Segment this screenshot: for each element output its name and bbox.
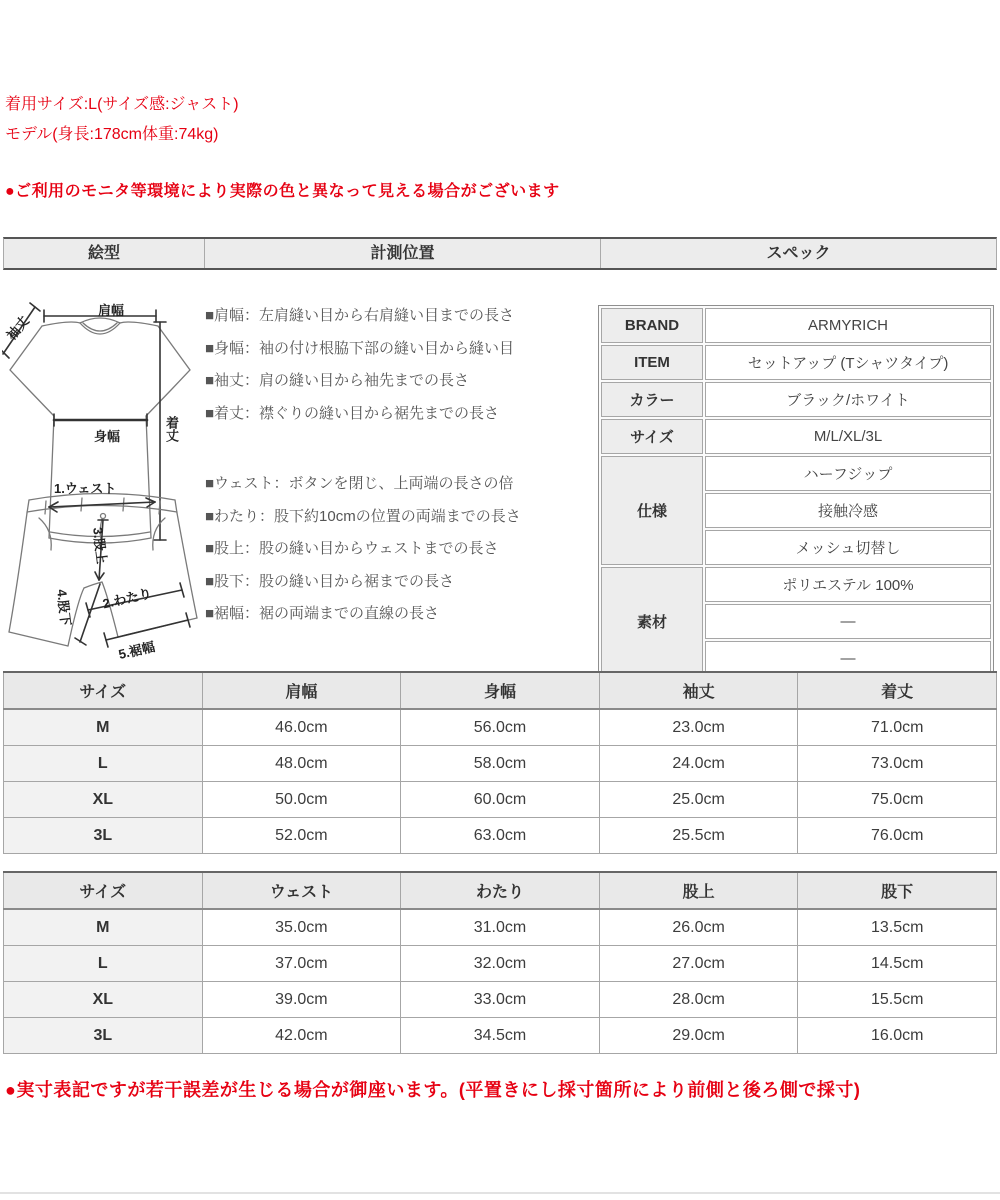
cell: 73.0cm xyxy=(798,746,997,782)
table-row xyxy=(4,709,997,746)
cell: 60.0cm xyxy=(401,782,600,818)
cell: 50.0cm xyxy=(202,782,401,818)
spec-brand-label: BRAND xyxy=(601,308,703,343)
cell: 23.0cm xyxy=(599,709,798,746)
cell: 56.0cm xyxy=(401,709,600,746)
cell: 48.0cm xyxy=(202,746,401,782)
section-header xyxy=(3,237,997,270)
cell: 32.0cm xyxy=(401,946,600,982)
cell: 26.0cm xyxy=(599,909,798,946)
measure-notes-tops xyxy=(205,300,605,430)
measure-note: ■わたり：股下約10cmの位置の両端までの長さ xyxy=(205,507,521,525)
cell: 24.0cm xyxy=(599,746,798,782)
spec-material-label: 素材 xyxy=(601,567,703,676)
tops-size-table-wrap xyxy=(3,671,997,854)
cell: 25.5cm xyxy=(599,818,798,854)
table-row xyxy=(4,909,997,946)
spec-item-value: セットアップ (Tシャツタイプ) xyxy=(705,345,991,380)
measure-notes-bottoms xyxy=(205,468,605,631)
col-header-thigh: わたり xyxy=(401,872,600,909)
table-row xyxy=(4,782,997,818)
table-row xyxy=(601,456,991,491)
cell: 37.0cm xyxy=(202,946,401,982)
fit-notes xyxy=(5,90,239,150)
col-header-rise: 股上 xyxy=(599,872,798,909)
label-rise: 3.股上 xyxy=(90,526,110,565)
spec-feature-value: メッシュ切替し xyxy=(705,530,991,565)
label-shoulder-width: 肩幅 xyxy=(98,303,125,318)
row-size: 3L xyxy=(4,1018,203,1054)
cell: 39.0cm xyxy=(202,982,401,1018)
row-size: XL xyxy=(4,982,203,1018)
measurement-tolerance-note: ●実寸表記ですが若干誤差が生じる場合が御座います。(平置きにし採寸箇所により前側と後ろ側で採寸) xyxy=(5,1080,861,1100)
col-header-sleeve: 袖丈 xyxy=(599,672,798,709)
col-header-shoulder: 肩幅 xyxy=(202,672,401,709)
measure-note: ■着丈：襟ぐりの縫い目から裾先までの長さ xyxy=(205,404,500,422)
label-body-width: 身幅 xyxy=(94,429,121,444)
bottom-divider xyxy=(0,1192,1000,1194)
table-row xyxy=(4,946,997,982)
worn-size-note: 着用サイズ:L(サイズ感:ジャスト) xyxy=(5,96,239,113)
tops-size-table xyxy=(3,671,997,854)
label-hem-width: 5.裾幅 xyxy=(117,639,157,662)
table-row xyxy=(601,382,991,417)
spec-material-value: ― xyxy=(705,604,991,639)
bottoms-size-table-wrap xyxy=(3,871,997,1054)
spec-feature-value: 接触冷感 xyxy=(705,493,991,528)
cell: 27.0cm xyxy=(599,946,798,982)
cell: 58.0cm xyxy=(401,746,600,782)
section-header-drawing: 絵型 xyxy=(87,245,120,262)
table-row xyxy=(4,982,997,1018)
cell: 34.5cm xyxy=(401,1018,600,1054)
cell: 46.0cm xyxy=(202,709,401,746)
shorts-outline xyxy=(9,494,197,647)
spec-feature-value: ハーフジップ xyxy=(705,456,991,491)
measure-note: ■裾幅：裾の両端までの直線の長さ xyxy=(205,605,440,622)
col-header-size: サイズ xyxy=(4,872,203,909)
spec-color-value: ブラック/ホワイト xyxy=(705,382,991,417)
cell: 76.0cm xyxy=(798,818,997,854)
row-size: 3L xyxy=(4,818,203,854)
col-header-size: サイズ xyxy=(4,672,203,709)
spec-item-label: ITEM xyxy=(601,345,703,380)
spec-material-value: ― xyxy=(705,641,991,676)
cell: 29.0cm xyxy=(599,1018,798,1054)
label-inseam: 4.股下 xyxy=(54,588,74,627)
spec-brand-value: ARMYRICH xyxy=(705,308,991,343)
cell: 35.0cm xyxy=(202,909,401,946)
tshirt-measure-lines xyxy=(2,303,166,540)
cell: 15.5cm xyxy=(798,982,997,1018)
cell: 28.0cm xyxy=(599,982,798,1018)
table-row xyxy=(601,345,991,380)
label-waist: 1.ウェスト xyxy=(54,481,117,496)
col-header-chest: 身幅 xyxy=(401,672,600,709)
measure-note: ■股上：股の縫い目からウェストまでの長さ xyxy=(205,540,499,557)
spec-feature-label: 仕様 xyxy=(601,456,703,565)
table-row xyxy=(601,419,991,454)
table-row xyxy=(4,1018,997,1054)
table-header-row xyxy=(4,872,997,909)
table-row xyxy=(4,746,997,782)
table-row xyxy=(601,567,991,602)
col-header-inseam: 股下 xyxy=(798,872,997,909)
label-body-length: 着丈 xyxy=(164,416,179,442)
cell: 71.0cm xyxy=(798,709,997,746)
col-header-length: 着丈 xyxy=(798,672,997,709)
section-header-spec: スペック xyxy=(600,239,996,268)
spec-size-label: サイズ xyxy=(601,419,703,454)
measure-note: ■股下：股の縫い目から裾までの長さ xyxy=(205,572,455,590)
monitor-color-note: ●ご利用のモニタ等環境により実際の色と異なって見える場合がございます xyxy=(5,183,560,200)
label-sleeve-length: 袖丈 xyxy=(3,313,32,343)
row-size: M xyxy=(4,909,203,946)
row-size: XL xyxy=(4,782,203,818)
cell: 33.0cm xyxy=(401,982,600,1018)
cell: 31.0cm xyxy=(401,909,600,946)
measure-note: ■肩幅：左肩縫い目から右肩縫い目までの長さ xyxy=(205,307,515,324)
cell: 14.5cm xyxy=(798,946,997,982)
section-header-measure-position: 計測位置 xyxy=(204,239,600,268)
cell: 75.0cm xyxy=(798,782,997,818)
model-info-note: モデル(身長:178cm体重:74kg) xyxy=(5,126,219,143)
col-header-waist: ウェスト xyxy=(202,872,401,909)
spec-size-value: M/L/XL/3L xyxy=(705,419,991,454)
label-thigh: 2.わたり xyxy=(101,585,154,612)
table-row xyxy=(601,308,991,343)
row-size: L xyxy=(4,746,203,782)
cell: 25.0cm xyxy=(599,782,798,818)
cell: 16.0cm xyxy=(798,1018,997,1054)
spec-color-label: カラー xyxy=(601,382,703,417)
row-size: M xyxy=(4,709,203,746)
cell: 52.0cm xyxy=(202,818,401,854)
measure-note: ■ウェスト：ボタンを閉じ、上両端の長さの倍 xyxy=(205,475,514,492)
cell: 42.0cm xyxy=(202,1018,401,1054)
spec-material-value: ポリエステル 100% xyxy=(705,567,991,602)
spec-table xyxy=(599,306,993,678)
cell: 63.0cm xyxy=(401,818,600,854)
row-size: L xyxy=(4,946,203,982)
table-row xyxy=(4,818,997,854)
cell: 13.5cm xyxy=(798,909,997,946)
bottoms-size-table xyxy=(3,871,997,1054)
measure-note: ■袖丈：肩の縫い目から袖先までの長さ xyxy=(205,372,470,389)
table-header-row xyxy=(4,672,997,709)
measure-note: ■身幅：袖の付け根脇下部の縫い目から縫い目 xyxy=(205,339,515,357)
garment-diagram xyxy=(2,288,207,668)
spec-table-wrap xyxy=(598,305,994,679)
